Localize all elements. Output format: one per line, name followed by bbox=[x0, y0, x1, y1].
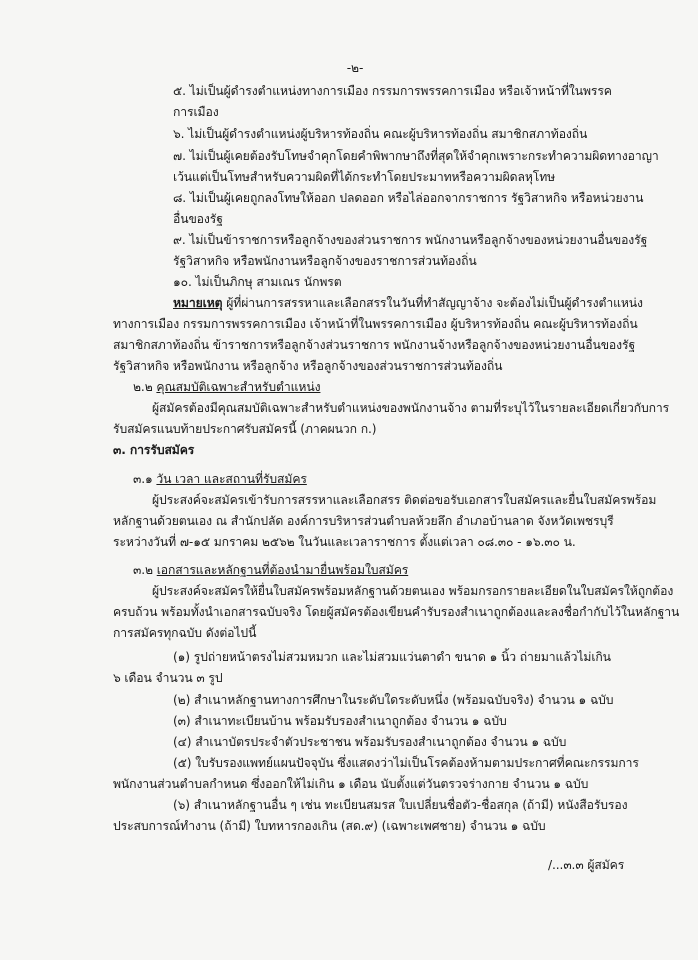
qualification-item-5-cont: การเมือง bbox=[173, 105, 219, 119]
section-3-2-line-1: ผู้ประสงค์จะสมัครให้ยื่นใบสมัครพร้อมหลักฐานด้วยตนเอง พร้อมกรอกรายละเอียดในใบสมัครให้ถูกต้อง bbox=[152, 584, 674, 598]
document-item-1: (๑) รูปถ่ายหน้าตรงไม่สวมหมวก และไม่สวมแว่นตาดำ ขนาด ๑ นิ้ว ถ่ายมาแล้วไม่เกิน bbox=[173, 650, 611, 664]
section-3-heading: ๓. การรับสมัคร bbox=[113, 443, 195, 457]
document-item-2: (๒) สำเนาหลักฐานทางการศึกษาในระดับใดระดับหนึ่ง (พร้อมฉบับจริง) จำนวน ๑ ฉบับ bbox=[173, 693, 614, 707]
qualification-item-5: ๕. ไม่เป็นผู้ดำรงตำแหน่งทางการเมือง กรรมการพรรคการเมือง หรือเจ้าหน้าที่ในพรรค bbox=[173, 84, 612, 98]
section-3-1-line-2: หลักฐานด้วยตนเอง ณ สำนักปลัด องค์การบริหารส่วนตำบลห้วยลึก อำเภอบ้านลาด จังหวัดเพชรบุรี bbox=[113, 514, 614, 528]
continuation-marker: /...๓.๓ ผู้สมัคร bbox=[548, 858, 625, 872]
remark-line-2: ทางการเมือง กรรมการพรรคการเมือง เจ้าหน้าที่ในพรรคการเมือง ผู้บริหารท้องถิ่น คณะผู้บริหารท้องถิ่น bbox=[113, 317, 638, 331]
section-3-2-heading bbox=[133, 562, 408, 578]
section-3-2-title: เอกสารและหลักฐานที่ต้องนำมายื่นพร้อมใบสมัคร bbox=[156, 563, 409, 577]
document-item-4: (๔) สำเนาบัตรประจำตัวประชาชน พร้อมรับรองสำเนาถูกต้อง จำนวน ๑ ฉบับ bbox=[173, 735, 567, 749]
section-2-2-title: คุณสมบัติเฉพาะสำหรับตำแหน่ง bbox=[156, 380, 321, 394]
remark-line-3: สมาชิกสภาท้องถิ่น ข้าราชการหรือลูกจ้างส่วนราชการ พนักงานจ้างหรือลูกจ้างของหน่วยงานอื่นของรัฐ bbox=[113, 338, 636, 352]
section-3-2-line-2: ครบถ้วน พร้อมทั้งนำเอกสารฉบับจริง โดยผู้สมัครต้องเขียนคำรับรองสำเนาถูกต้องและลงชื่อกำกับไว้ในหลักฐาน bbox=[113, 605, 680, 619]
remark-label: หมายเหตุ bbox=[173, 296, 223, 310]
section-3-1-line-3: ระหว่างวันที่ ๗-๑๕ มกราคม ๒๕๖๒ ในวันและเวลาราชการ ตั้งแต่เวลา ๐๘.๓๐ - ๑๖.๓๐ น. bbox=[113, 535, 576, 549]
section-3-1-number: ๓.๑ bbox=[133, 472, 157, 486]
document-item-1-cont: ๖ เดือน จำนวน ๓ รูป bbox=[113, 671, 223, 685]
qualification-item-8: ๘. ไม่เป็นผู้เคยถูกลงโทษให้ออก ปลดออก หรือไล่ออกจากราชการ รัฐวิสาหกิจ หรือหน่วยงาน bbox=[173, 191, 644, 205]
qualification-item-7: ๗. ไม่เป็นผู้เคยต้องรับโทษจำคุกโดยคำพิพากษาถึงที่สุดให้จำคุกเพราะกระทำความผิดทางอาญา bbox=[173, 149, 659, 163]
section-2-2-number: ๒.๒ bbox=[133, 380, 157, 394]
remark-line-4: รัฐวิสาหกิจ หรือพนักงาน หรือลูกจ้าง หรือลูกจ้างของส่วนราชการส่วนท้องถิ่น bbox=[113, 359, 503, 373]
page-number: -๒- bbox=[346, 61, 364, 75]
qualification-item-6: ๖. ไม่เป็นผู้ดำรงตำแหน่งผู้บริหารท้องถิ่น คณะผู้บริหารท้องถิ่น สมาชิกสภาท้องถิ่น bbox=[173, 127, 588, 141]
document-item-6-cont: ประสบการณ์ทำงาน (ถ้ามี) ใบทหารกองเกิน (สด.๙) (เฉพาะเพศชาย) จำนวน ๑ ฉบับ bbox=[113, 819, 546, 833]
document-item-3: (๓) สำเนาทะเบียนบ้าน พร้อมรับรองสำเนาถูกต้อง จำนวน ๑ ฉบับ bbox=[173, 714, 507, 728]
qualification-item-8-cont: อื่นของรัฐ bbox=[173, 212, 223, 226]
remark-line-1 bbox=[173, 295, 643, 311]
section-3-2-number: ๓.๒ bbox=[133, 563, 157, 577]
qualification-item-7-cont: เว้นแต่เป็นโทษสำหรับความผิดที่ได้กระทำโดยประมาทหรือความผิดลหุโทษ bbox=[173, 170, 556, 184]
document-item-6: (๖) สำเนาหลักฐานอื่น ๆ เช่น ทะเบียนสมรส ใบเปลี่ยนชื่อตัว-ชื่อสกุล (ถ้ามี) หนังสือรับรอง bbox=[173, 798, 628, 812]
document-item-5-cont: พนักงานส่วนตำบลกำหนด ซึ่งออกให้ไม่เกิน ๑ เดือน นับตั้งแต่วันตรวจร่างกาย จำนวน ๑ ฉบับ bbox=[113, 777, 589, 791]
section-2-2-line-1: ผู้สมัครต้องมีคุณสมบัติเฉพาะสำหรับตำแหน่งของพนักงานจ้าง ตามที่ระบุไว้ในรายละเอียดเกี่ยวกับการ bbox=[152, 401, 670, 415]
section-2-2-line-2: รับสมัครแนบท้ายประกาศรับสมัครนี้ (ภาคผนวก ก.) bbox=[113, 422, 377, 436]
section-3-2-line-3: การสมัครทุกฉบับ ดังต่อไปนี้ bbox=[113, 626, 257, 640]
document-item-5: (๕) ใบรับรองแพทย์แผนปัจจุบัน ซึ่งแสดงว่าไม่เป็นโรคต้องห้ามตามประกาศที่คณะกรรมการ bbox=[173, 756, 639, 770]
qualification-item-9-cont: รัฐวิสาหกิจ หรือพนักงานหรือลูกจ้างของราชการส่วนท้องถิ่น bbox=[173, 254, 477, 268]
section-3-1-title: วัน เวลา และสถานที่รับสมัคร bbox=[156, 472, 307, 486]
section-3-1-line-1: ผู้ประสงค์จะสมัครเข้ารับการสรรหาและเลือกสรร ติดต่อขอรับเอกสารใบสมัครและยื่นใบสมัครพร้อม bbox=[152, 493, 657, 507]
qualification-item-9: ๙. ไม่เป็นข้าราชการหรือลูกจ้างของส่วนราชการ พนักงานหรือลูกจ้างของหน่วยงานอื่นของรัฐ bbox=[173, 233, 648, 247]
remark-text-1: ผู้ที่ผ่านการสรรหาและเลือกสรรในวันที่ทำสัญญาจ้าง จะต้องไม่เป็นผู้ดำรงตำแหน่ง bbox=[222, 296, 643, 310]
section-2-2-heading bbox=[133, 379, 320, 395]
qualification-item-10: ๑๐. ไม่เป็นภิกษุ สามเณร นักพรต bbox=[173, 275, 342, 289]
section-3-1-heading bbox=[133, 471, 307, 487]
